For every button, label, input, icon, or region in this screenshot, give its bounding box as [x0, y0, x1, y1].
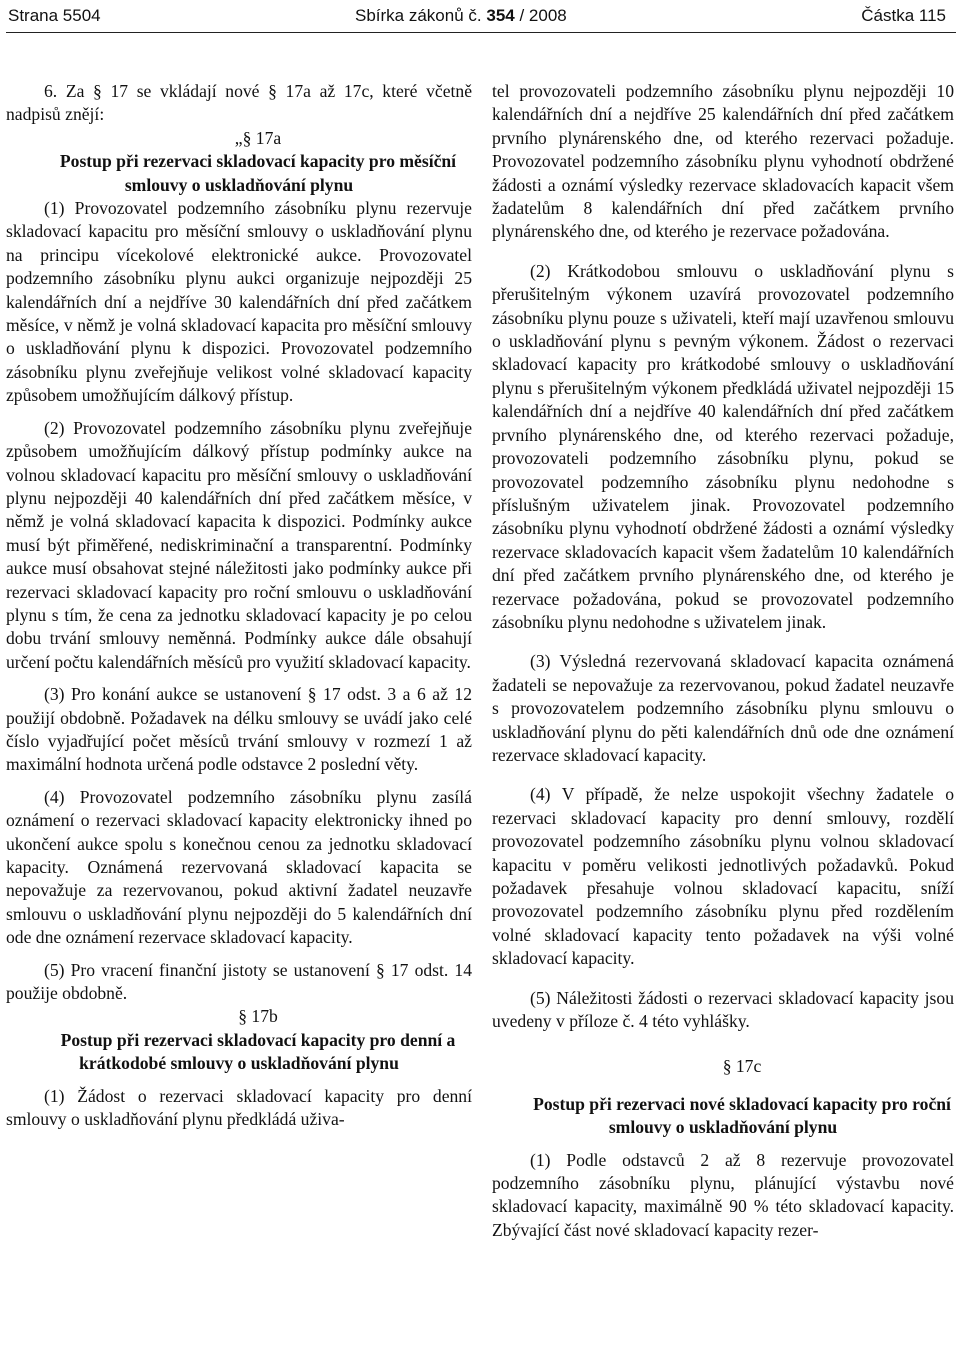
section-17b-title: Postup při rezervaci skladovací kapacity pro denní a krátkodobé smlouvy o uskladňování plynu — [60, 1029, 456, 1074]
section-17b-number: § 17b — [238, 1006, 278, 1027]
page-header — [0, 0, 960, 34]
section-17b-paragraph-1-cont: tel provozovateli podzemního zásobníku plynu nejpozději 10 kalendářních dní a nejdříve 25 kalendářních dní před začátkem prvního plynárenského dne, od kterého rezervaci požaduje. Provozovatel podzemního zásobníku plynu vyhodnotí obdržené žádosti a oznámí výsledky rezervace skladovacích kapacit všem žadatelům 8 kalendářních dní před začátkem prvního plynárenského dne, od kterého je rezervace požadována. — [492, 81, 954, 242]
section-17c-number: § 17c — [722, 1056, 762, 1077]
section-17b-paragraph-4: (4) V případě, že nelze uspokojit všechny žadatele o rezervaci skladovací kapacity pro denní smlouvy, rozdělí provozovatel podzemního zásobníku plynu volnou skladovací kapacitu v poměru velikosti jednotlivých požadavků. Pokud požadavek přesahuje volnou skladovací kapacitu, sníží provozovatel podzemního zásobníku plynu před rozdělením volné skladovací kapacity tento požadavek na výši volné skladovací kapacity. — [492, 784, 954, 969]
right-column — [492, 80, 954, 1242]
law-year: / 2008 — [519, 6, 567, 25]
section-17b-paragraph-2: (2) Krátkodobou smlouvu o uskladňování plynu s přerušitelným výkonem uzavírá provozovatel podzemního zásobníku plynu pouze s uživateli, kteří mají uzavřenou smlouvu o uskladňování plynu s pevným výkonem. Žádost o rezervaci skladovací kapacity pro krátkodobé smlouvy o uskladňování plynu s přerušitelným výkonem předkládá uživatel nejpozději 15 kalendářních dní a nejdříve 40 kalendářních dní před začátkem prvního plynárenského dne, od kterého rezervaci požaduje, provozovateli podzemního zásobníku plynu, pokud se provozovatel podzemního zásobníku plynu nedohodne s příslušným uživatelem jinak. Provozovatel podzemního zásobníku plynu vyhodnotí obdržené žádosti a oznámí výsledky rezervace skladovacích kapacit všem žadatelům 10 kalendářních dní před začátkem prvního plynárenského dne, od kterého je rezervace požadována, pokud se provozovatel podzemního zásobníku plynu nedohodne s uživatelem jinak. — [492, 260, 954, 632]
section-17a-paragraph-5: (5) Pro vracení finanční jistoty se ustanovení § 17 odst. 14 použije obdobně. — [6, 959, 472, 1004]
section-17a-paragraph-4: (4) Provozovatel podzemního zásobníku plynu zasílá oznámení o rezervaci skladovací kapacity elektronicky ihned po ukončení aukce spolu s konečnou cenou za jednotku skladovací kapacity. Oznámená rezervovaná skladovací kapacita se nepovažuje za rezervovanou, pokud aktivní žadatel neuzavře smlouvu o uskladňování plynu nejpozději do 5 kalendářních dní ode dne oznámení rezervace skladovací kapacity. — [6, 786, 472, 948]
left-column — [6, 80, 472, 1131]
section-17a-title: Postup při rezervaci skladovací kapacity pro měsíční smlouvy o uskladňování plynu — [59, 151, 457, 195]
header-divider — [6, 32, 956, 33]
section-17c-title: Postup při rezervaci nové skladovací kapacity pro roční smlouvy o uskladňování plynu — [533, 1093, 951, 1138]
section-17c-paragraph-1: (1) Podle odstavců 2 až 8 rezervuje provozovatel podzemního zásobníku plynu, plánující výstavbu nové skladovací kapacity, maximálně 90 % této skladovací kapacity. Zbývající část nové skladovací kapacity rezer- — [492, 1149, 954, 1240]
section-17a-number: „§ 17a — [234, 127, 282, 148]
collection-prefix: Sbírka zákonů č. — [355, 6, 482, 25]
amendment-intro: 6. Za § 17 se vkládají nové § 17a až 17c, které včetně nadpisů znějí: — [6, 81, 472, 125]
section-17b-paragraph-3: (3) Výsledná rezervovaná skladovací kapacita oznámená žadateli se nepovažuje za rezervovanou, pokud žadatel neuzavře s provozovatelem podzemního zásobníku plynu smlouvu o uskladňování plynu do pěti kalendářních dnů ode dne oznámení rezervace skladovací kapacity. — [492, 651, 954, 765]
section-17a-paragraph-2: (2) Provozovatel podzemního zásobníku plynu zveřejňuje způsobem umožňujícím dálkový přístup podmínky aukce na volnou skladovací kapacitu pro měsíční smlouvy o uskladňování plynu nejpozději 40 kalendářních dní před začátkem měsíce, v němž je volná skladovací kapacita k dispozici. Podmínky aukce musí být přiměřené, nediskriminační a transparentní. Podmínky aukce musí obsahovat stejné náležitosti jako podmínky aukce při rezervaci skladovací kapacity pro roční smlouvu o uskladňování plynu s tím, že cena za jednotku skladovací kapacity je po celou dobu trvání smlouvy neměnná. Podmínky aukce dále obsahují určení počtu kalendářních měsíců pro využití skladovací kapacity. — [6, 417, 472, 672]
section-17b-paragraph-1: (1) Žádost o rezervaci skladovací kapacity pro denní smlouvy o uskladňování plynu předkládá uživa- — [6, 1085, 472, 1130]
collection-reference — [355, 6, 567, 26]
law-number: 354 — [486, 6, 515, 25]
section-17a-paragraph-3: (3) Pro konání aukce se ustanovení § 17 odst. 3 a 6 až 12 použijí obdobně. Požadavek na délku smlouvy se uvádí jako celé číslo vyjadřující počet měsíců trvání smlouvy v rozmezí 1 až maximální hodnota určená podle odstavce 2 poslední věty. — [6, 684, 472, 775]
section-17b-paragraph-5: (5) Náležitosti žádosti o rezervaci skladovací kapacity jsou uvedeny v příloze č. 4 této vyhlášky. — [492, 987, 954, 1032]
issue-part: Částka 115 — [861, 6, 946, 25]
page-number: Strana 5504 — [8, 6, 101, 25]
section-17a-paragraph-1: (1) Provozovatel podzemního zásobníku plynu rezervuje skladovací kapacitu pro měsíční smlouvy o uskladňování plynu na principu vícekolové elektronické aukce. Provozovatel podzemního zásobníku plynu aukci organizuje nejpozději 25 kalendářních dní a nejdříve 30 kalendářních dní před začátkem měsíce, v němž je volná skladovací kapacita pro měsíční smlouvy o uskladňování plynu k dispozici. Provozovatel podzemního zásobníku plynu zveřejňuje velikost volné skladovací kapacity způsobem umožňujícím dálkový přístup. — [6, 198, 472, 406]
